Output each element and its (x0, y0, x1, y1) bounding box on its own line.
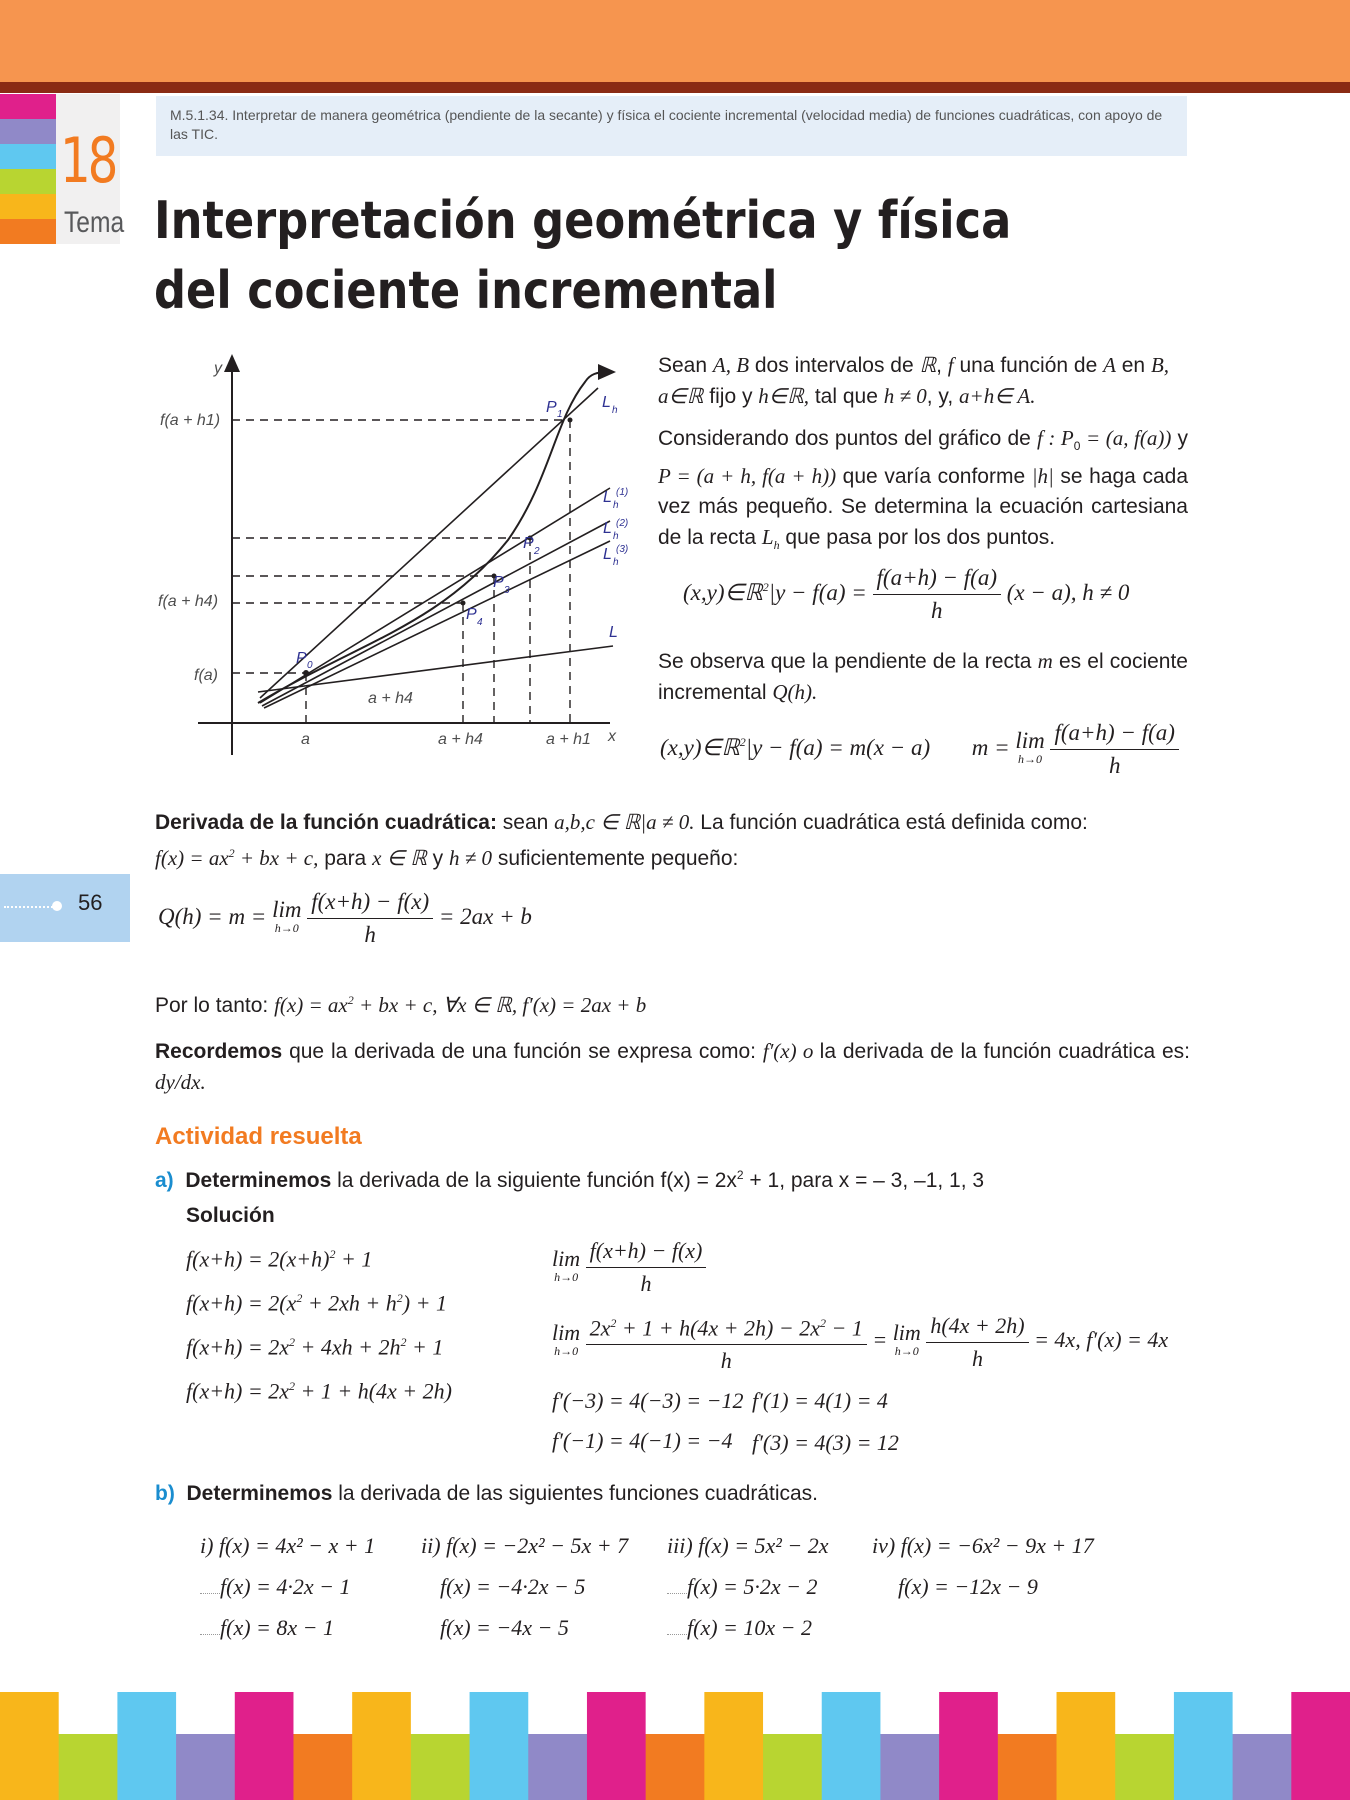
bottom-block-top (176, 1692, 235, 1734)
color-stripes (0, 94, 56, 244)
point-p4 (461, 601, 466, 606)
bottom-block-low (880, 1734, 939, 1800)
header-line (0, 82, 1350, 93)
bottom-block-low (117, 1734, 176, 1800)
bottom-block-low (939, 1734, 998, 1800)
lh1-sub: h (613, 500, 619, 511)
points-paragraph: Considerando dos puntos del gráfico de f : $P_0 = (a$, f(a)) y P = (a + h, f(a + h)) que varía conforme |h| se haga cada vez más pequeño. Se determina la ecuación cartesiana de la recta $L_h$ que pasa por los dos puntos. (658, 426, 1189, 553)
p0-sub: 0 (307, 660, 313, 671)
qh-equation: Q(h) = m = lim h→0 $\frac{f(x+h) - f(x)}{h}$ = 2ax + b (158, 886, 532, 951)
p4-label: P (466, 606, 477, 623)
lh-label: L (602, 394, 611, 411)
bottom-block-top (587, 1692, 646, 1734)
bottom-block-top (704, 1692, 763, 1734)
derivada-paragraph: Derivada de la función cuadrática: sean a,b,c ∈ ℝ|a ≠ 0. La función cuadrática está definida como: $f(x) = ax^2$ + bx + c, para x ∈ ℝ y h ≠ 0 suficientemente pequeño: (155, 810, 1088, 870)
actividad-b: b) Determinemos la derivada de las siguientes funciones cuadráticas. (155, 1482, 819, 1505)
bottom-block-low (528, 1734, 587, 1800)
p2-sub: 2 (534, 546, 540, 557)
color-stripe (0, 219, 56, 244)
ex-ii: ii) f(x) = −2x² − 5x + 7 (421, 1533, 629, 1558)
bottom-block-low (59, 1734, 118, 1800)
color-stripe (0, 94, 56, 119)
page-tab (0, 874, 130, 942)
value-f1: f′(1) = 4(1) = 4 (752, 1388, 888, 1413)
ex-iv-step1: f(x) = −12x − 9 (898, 1574, 1038, 1599)
bottom-block-top (0, 1692, 59, 1734)
value-fm1: f′(−1) = 4(−1) = −4 (552, 1428, 733, 1453)
limit-calc: lim h→0 $\frac{2x^2 + 1 + h(4x + 2h) - 2x^2 - 1}{h}$ = lim h→0 $\frac{h(4x + 2h)}{h}$ = 4x, f′(x) = 4x (552, 1307, 1168, 1377)
p3-sub: 3 (504, 585, 510, 596)
lh-sub: h (612, 405, 618, 416)
inner-label: a + h4 (368, 690, 413, 707)
ex-iv: iv) f(x) = −6x² − 9x + 17 (872, 1533, 1094, 1558)
bottom-block-top (763, 1692, 822, 1734)
page-number: 56 (78, 890, 103, 915)
slope-paragraph: Se observa que la pendiente de la recta m es el cociente incremental Q(h). (658, 649, 1188, 704)
p4-sub: 4 (477, 617, 483, 628)
bottom-block-top (1233, 1692, 1292, 1734)
slope-equation: (x,y)∈ℝ$^2$|y − f(a) = m(x − a) m = lim h→0 $\frac{f(a+h) - f(a)}{h}$ (660, 717, 1179, 782)
bottom-block-top (1115, 1692, 1174, 1734)
point-p1 (568, 418, 573, 423)
y-label-fah4: f(a + h4) (158, 593, 219, 610)
p2-label: P (523, 535, 534, 552)
header-bar (0, 0, 1350, 82)
p1-sub: 1 (557, 409, 563, 420)
bottom-block-top (1174, 1692, 1233, 1734)
bottom-block-low (998, 1734, 1057, 1800)
p1-label: P (546, 399, 557, 416)
bottom-block-low (1174, 1734, 1233, 1800)
step-1: $f(x+h) = 2(x+h)^2 + 1$ (186, 1246, 373, 1272)
lh1-label: L (603, 489, 612, 506)
tema-number: 18 (60, 124, 116, 197)
line-equation: (x,y)∈ℝ$^2$|y − f(a) = $\frac{f(a+h) - f(a)}{h}$ (x − a), h ≠ 0 (683, 562, 1129, 627)
ex-iii: iii) f(x) = 5x² − 2x (667, 1533, 829, 1558)
ex-i-step2: f(x) = 8x − 1 (200, 1614, 334, 1642)
bottom-block-top (939, 1692, 998, 1734)
lh3-label: L (603, 546, 612, 563)
page-title: Interpretación geométrica y física del cociente incremental (154, 191, 1012, 321)
ex-iii-step1: f(x) = 5·2x − 2 (667, 1573, 818, 1601)
page-dot (52, 901, 62, 911)
bottom-block-low (235, 1734, 294, 1800)
color-stripe (0, 169, 56, 194)
limit-def: lim h→0 $\frac{f(x+h) - f(x)}{h}$ (552, 1235, 706, 1300)
skill-box: M.5.1.34. Interpretar de manera geométrica (pendiente de la secante) y física el cociente incremental (velocidad media) de funciones cuadráticas, con apoyo de las TIC. (156, 96, 1187, 156)
bottom-block-top (293, 1692, 352, 1734)
lh2-sup: (2) (616, 518, 629, 529)
lh3-sup: (3) (616, 544, 629, 555)
x-label-ah1: a + h1 (546, 731, 591, 748)
ex-i-step1: f(x) = 4·2x − 1 (200, 1573, 351, 1601)
bottom-block-top (646, 1692, 705, 1734)
ex-ii-step1: f(x) = −4·2x − 5 (440, 1574, 586, 1599)
intro-paragraph: Sean A, B dos intervalos de ℝ, f una función de A en B, a∈ℝ fijo y h∈ℝ, tal que h ≠ 0, y, a+h∈ A. (658, 353, 1170, 408)
bottom-block-low (352, 1734, 411, 1800)
lh2-label: L (603, 520, 612, 537)
bottom-block-low (763, 1734, 822, 1800)
bottom-block-top (998, 1692, 1057, 1734)
value-f3: f′(3) = 4(3) = 12 (752, 1430, 899, 1455)
step-2: $f(x+h) = 2(x^2 + 2xh + h^2) + 1$ (186, 1290, 447, 1316)
bottom-block-low (587, 1734, 646, 1800)
value-fm3: f′(−3) = 4(−3) = −12 (552, 1388, 744, 1413)
solucion-label: Solución (186, 1204, 275, 1227)
actividad-title: Actividad resuelta (155, 1123, 362, 1150)
lh2-sub: h (613, 531, 619, 542)
p3-label: P (493, 574, 504, 591)
bottom-block-low (1233, 1734, 1292, 1800)
bottom-block-top (1057, 1692, 1116, 1734)
ex-i: i) f(x) = 4x² − x + 1 (200, 1533, 376, 1558)
color-stripe (0, 194, 56, 219)
y-label-fa: f(a) (194, 667, 218, 684)
step-3: $f(x+h) = 2x^2 + 4xh + 2h^2 + 1$ (186, 1334, 444, 1360)
bottom-block-low (1291, 1734, 1350, 1800)
bottom-block-top (411, 1692, 470, 1734)
bottom-block-top (235, 1692, 294, 1734)
bottom-block-low (293, 1734, 352, 1800)
lh1-sup: (1) (616, 487, 629, 498)
color-stripe (0, 144, 56, 169)
bottom-block-low (1115, 1734, 1174, 1800)
l-label: L (609, 624, 618, 641)
x-label-ah4: a + h4 (438, 731, 483, 748)
bottom-block-low (1057, 1734, 1116, 1800)
y-label-fah1: f(a + h1) (160, 412, 221, 429)
bottom-block-low (704, 1734, 763, 1800)
ex-iii-step2: f(x) = 10x − 2 (667, 1614, 812, 1642)
bottom-block-top (470, 1692, 529, 1734)
lh3-sub: h (613, 557, 619, 568)
x-axis-label: x (608, 728, 616, 745)
bottom-block-top (59, 1692, 118, 1734)
bottom-block-low (822, 1734, 881, 1800)
bottom-block-top (822, 1692, 881, 1734)
bottom-block-low (176, 1734, 235, 1800)
bottom-block-top (117, 1692, 176, 1734)
page-dots (4, 906, 56, 908)
recordemos-paragraph: Recordemos que la derivada de una función se expresa como: f′(x) o la derivada de la función cuadrática es: dy/dx. (155, 1039, 1191, 1094)
bottom-block-top (528, 1692, 587, 1734)
step-4: $f(x+h) = 2x^2 + 1 + h(4x + 2h)$ (186, 1378, 452, 1404)
tema-label: Tema (64, 206, 125, 239)
por-lo-tanto: Por lo tanto: $f(x) = ax^2$ + bx + c, ∀x ∈ ℝ, f′(x) = 2ax + b (155, 993, 647, 1017)
bottom-block-low (411, 1734, 470, 1800)
bottom-block-top (1291, 1692, 1350, 1734)
actividad-a: a) Determinemos la derivada de la siguiente función $f(x) = 2x^2 + 1$, para x = – 3, –1, 1, 3 (155, 1168, 985, 1192)
y-axis-label: y (214, 360, 222, 377)
p0-label: P (296, 650, 307, 667)
bottom-blocks (0, 1692, 1350, 1800)
x-label-a: a (301, 731, 310, 748)
bottom-block-low (470, 1734, 529, 1800)
ex-ii-step2: f(x) = −4x − 5 (440, 1615, 569, 1640)
bottom-block-low (0, 1734, 59, 1800)
color-stripe (0, 119, 56, 144)
bottom-block-top (352, 1692, 411, 1734)
bottom-block-top (880, 1692, 939, 1734)
secant-graph (150, 350, 630, 760)
bottom-block-low (646, 1734, 705, 1800)
